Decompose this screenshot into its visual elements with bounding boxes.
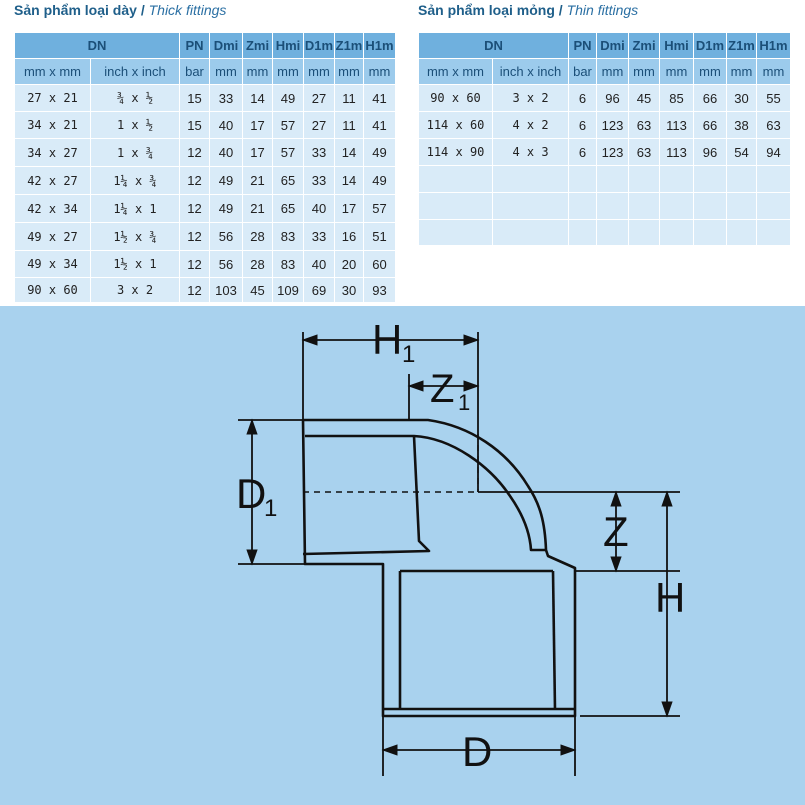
value-cell: 57 <box>364 195 396 223</box>
value-cell <box>597 166 629 193</box>
unit-cell: mm <box>304 59 335 85</box>
value-cell <box>727 193 757 220</box>
unit-cell: mm <box>629 59 660 85</box>
dn-inch-cell: 1 x ½ <box>91 112 180 139</box>
value-cell: 109 <box>273 278 304 303</box>
table-row <box>15 112 396 139</box>
elbow-fitting-diagram <box>0 306 805 805</box>
value-cell: 30 <box>335 278 364 303</box>
value-cell: 14 <box>335 139 364 167</box>
dn-inch-cell: 1½ x 1 <box>91 251 180 278</box>
header-dmi: Dmi <box>597 33 629 59</box>
label-d1: D <box>236 470 267 517</box>
value-cell <box>660 220 694 246</box>
label-d1-sub: 1 <box>264 495 278 522</box>
value-cell: 63 <box>757 112 791 139</box>
unit-cell: mm <box>243 59 273 85</box>
table-row <box>15 167 396 195</box>
dn-inch-cell: 1¼ x 1 <box>91 195 180 223</box>
value-cell: 11 <box>335 85 364 112</box>
thick-title: Sản phẩm loại dày <box>14 2 137 18</box>
value-cell: 6 <box>569 85 597 112</box>
table-units-row <box>419 59 791 85</box>
header-pn: PN <box>180 33 210 59</box>
dn-mm-cell: 49 x 27 <box>15 223 91 251</box>
value-cell: 57 <box>273 139 304 167</box>
value-cell: 83 <box>273 223 304 251</box>
fitting-outline <box>303 420 575 716</box>
value-cell: 56 <box>210 251 243 278</box>
table-row <box>419 166 791 193</box>
unit-cell: mm x mm <box>15 59 91 85</box>
value-cell: 11 <box>335 112 364 139</box>
table-row <box>419 220 791 246</box>
value-cell: 63 <box>629 139 660 166</box>
value-cell: 54 <box>727 139 757 166</box>
label-z: Z <box>603 508 629 555</box>
dn-inch-cell: 1 x ¾ <box>91 139 180 167</box>
header-d1m: D1m <box>304 33 335 59</box>
thin-fittings-heading <box>418 2 638 18</box>
thick-subtitle: Thick fittings <box>148 2 227 18</box>
label-z1-sub: 1 <box>458 390 471 415</box>
dn-mm-cell <box>419 220 493 246</box>
value-cell: 45 <box>629 85 660 112</box>
label-h1-sub: 1 <box>402 341 416 368</box>
value-cell: 49 <box>210 195 243 223</box>
unit-cell: mm <box>727 59 757 85</box>
value-cell: 55 <box>757 85 791 112</box>
unit-cell: bar <box>180 59 210 85</box>
value-cell: 69 <box>304 278 335 303</box>
header-h1m: H1m <box>757 33 791 59</box>
value-cell: 33 <box>304 139 335 167</box>
value-cell: 12 <box>180 278 210 303</box>
value-cell <box>660 193 694 220</box>
value-cell: 21 <box>243 195 273 223</box>
table-row <box>419 139 791 166</box>
table-row <box>419 112 791 139</box>
table-row <box>15 223 396 251</box>
value-cell <box>694 166 727 193</box>
value-cell: 12 <box>180 223 210 251</box>
dn-inch-cell <box>493 193 569 220</box>
table-row <box>15 139 396 167</box>
header-dn: DN <box>15 33 180 59</box>
value-cell: 40 <box>304 195 335 223</box>
value-cell: 45 <box>243 278 273 303</box>
value-cell: 12 <box>180 139 210 167</box>
unit-cell: mm <box>273 59 304 85</box>
value-cell <box>597 220 629 246</box>
table-row <box>419 193 791 220</box>
value-cell: 63 <box>629 112 660 139</box>
value-cell: 38 <box>727 112 757 139</box>
value-cell: 57 <box>273 112 304 139</box>
dn-mm-cell: 90 x 60 <box>419 85 493 112</box>
value-cell: 83 <box>273 251 304 278</box>
thick-fittings-table <box>14 32 396 303</box>
value-cell <box>629 220 660 246</box>
dn-mm-cell: 114 x 90 <box>419 139 493 166</box>
value-cell: 41 <box>364 112 396 139</box>
unit-cell: mm <box>757 59 791 85</box>
dn-mm-cell <box>419 166 493 193</box>
value-cell: 65 <box>273 167 304 195</box>
value-cell: 33 <box>304 167 335 195</box>
value-cell: 33 <box>210 85 243 112</box>
dn-mm-cell: 42 x 34 <box>15 195 91 223</box>
thin-fittings-table <box>418 32 791 246</box>
thin-separator: / <box>554 2 567 18</box>
dn-mm-cell: 27 x 21 <box>15 85 91 112</box>
value-cell: 12 <box>180 251 210 278</box>
value-cell <box>694 193 727 220</box>
value-cell: 17 <box>243 139 273 167</box>
dn-inch-cell: 1¼ x ¾ <box>91 167 180 195</box>
value-cell: 30 <box>727 85 757 112</box>
dn-mm-cell: 90 x 60 <box>15 278 91 303</box>
value-cell: 14 <box>335 167 364 195</box>
unit-cell: mm <box>210 59 243 85</box>
value-cell: 103 <box>210 278 243 303</box>
table-header-row <box>15 33 396 59</box>
value-cell: 66 <box>694 112 727 139</box>
value-cell: 49 <box>364 139 396 167</box>
value-cell: 96 <box>694 139 727 166</box>
value-cell: 40 <box>210 139 243 167</box>
header-hmi: Hmi <box>273 33 304 59</box>
unit-cell: bar <box>569 59 597 85</box>
value-cell: 16 <box>335 223 364 251</box>
header-dmi: Dmi <box>210 33 243 59</box>
label-z1: Z <box>430 367 455 411</box>
value-cell: 123 <box>597 112 629 139</box>
value-cell: 21 <box>243 167 273 195</box>
table-row <box>15 195 396 223</box>
value-cell: 49 <box>210 167 243 195</box>
value-cell <box>569 193 597 220</box>
dn-mm-cell: 34 x 27 <box>15 139 91 167</box>
dn-mm-cell: 49 x 34 <box>15 251 91 278</box>
header-pn: PN <box>569 33 597 59</box>
value-cell: 20 <box>335 251 364 278</box>
value-cell <box>757 220 791 246</box>
value-cell: 51 <box>364 223 396 251</box>
dn-inch-cell: 4 x 3 <box>493 139 569 166</box>
value-cell: 6 <box>569 112 597 139</box>
table-row <box>419 85 791 112</box>
table-header-row <box>419 33 791 59</box>
dn-inch-cell: ¾ x ½ <box>91 85 180 112</box>
value-cell: 6 <box>569 139 597 166</box>
elbow-drawing <box>0 306 805 805</box>
value-cell: 17 <box>243 112 273 139</box>
thick-separator: / <box>136 2 149 18</box>
label-h: H <box>655 574 686 621</box>
dn-inch-cell <box>493 166 569 193</box>
header-dn: DN <box>419 33 569 59</box>
value-cell: 49 <box>273 85 304 112</box>
value-cell <box>629 193 660 220</box>
value-cell: 40 <box>210 112 243 139</box>
header-d1m: D1m <box>694 33 727 59</box>
value-cell: 27 <box>304 112 335 139</box>
value-cell: 15 <box>180 85 210 112</box>
dn-inch-cell <box>493 220 569 246</box>
value-cell: 60 <box>364 251 396 278</box>
label-d: D <box>462 728 493 775</box>
value-cell <box>629 166 660 193</box>
value-cell <box>757 166 791 193</box>
table-row <box>15 251 396 278</box>
header-h1m: H1m <box>364 33 396 59</box>
value-cell: 56 <box>210 223 243 251</box>
header-zmi: Zmi <box>243 33 273 59</box>
value-cell: 28 <box>243 251 273 278</box>
value-cell <box>569 220 597 246</box>
dn-mm-cell: 42 x 27 <box>15 167 91 195</box>
thick-fittings-heading <box>14 2 226 18</box>
header-hmi: Hmi <box>660 33 694 59</box>
value-cell: 40 <box>304 251 335 278</box>
header-z1m: Z1m <box>335 33 364 59</box>
unit-cell: mm x mm <box>419 59 493 85</box>
label-h1: H <box>372 316 403 363</box>
value-cell: 27 <box>304 85 335 112</box>
value-cell <box>694 220 727 246</box>
dn-inch-cell: 3 x 2 <box>91 278 180 303</box>
value-cell: 113 <box>660 112 694 139</box>
value-cell: 123 <box>597 139 629 166</box>
table-units-row <box>15 59 396 85</box>
value-cell: 14 <box>243 85 273 112</box>
dn-inch-cell: 4 x 2 <box>493 112 569 139</box>
unit-cell: inch x inch <box>493 59 569 85</box>
thin-title: Sản phẩm loại mỏng <box>418 2 555 18</box>
value-cell <box>597 193 629 220</box>
unit-cell: mm <box>597 59 629 85</box>
value-cell <box>569 166 597 193</box>
value-cell <box>727 166 757 193</box>
dn-mm-cell: 34 x 21 <box>15 112 91 139</box>
unit-cell: mm <box>335 59 364 85</box>
value-cell: 12 <box>180 167 210 195</box>
value-cell: 15 <box>180 112 210 139</box>
table-row <box>15 278 396 303</box>
value-cell <box>757 193 791 220</box>
value-cell <box>660 166 694 193</box>
value-cell: 66 <box>694 85 727 112</box>
value-cell: 12 <box>180 195 210 223</box>
thin-subtitle: Thin fittings <box>566 2 639 18</box>
value-cell: 113 <box>660 139 694 166</box>
dn-inch-cell: 1½ x ¾ <box>91 223 180 251</box>
value-cell: 96 <box>597 85 629 112</box>
unit-cell: inch x inch <box>91 59 180 85</box>
value-cell: 28 <box>243 223 273 251</box>
table-row <box>15 85 396 112</box>
value-cell: 65 <box>273 195 304 223</box>
unit-cell: mm <box>364 59 396 85</box>
dn-mm-cell <box>419 193 493 220</box>
value-cell: 94 <box>757 139 791 166</box>
header-z1m: Z1m <box>727 33 757 59</box>
unit-cell: mm <box>660 59 694 85</box>
header-zmi: Zmi <box>629 33 660 59</box>
value-cell: 17 <box>335 195 364 223</box>
value-cell: 85 <box>660 85 694 112</box>
value-cell: 93 <box>364 278 396 303</box>
dn-inch-cell: 3 x 2 <box>493 85 569 112</box>
value-cell <box>727 220 757 246</box>
value-cell: 41 <box>364 85 396 112</box>
value-cell: 49 <box>364 167 396 195</box>
dn-mm-cell: 114 x 60 <box>419 112 493 139</box>
value-cell: 33 <box>304 223 335 251</box>
unit-cell: mm <box>694 59 727 85</box>
